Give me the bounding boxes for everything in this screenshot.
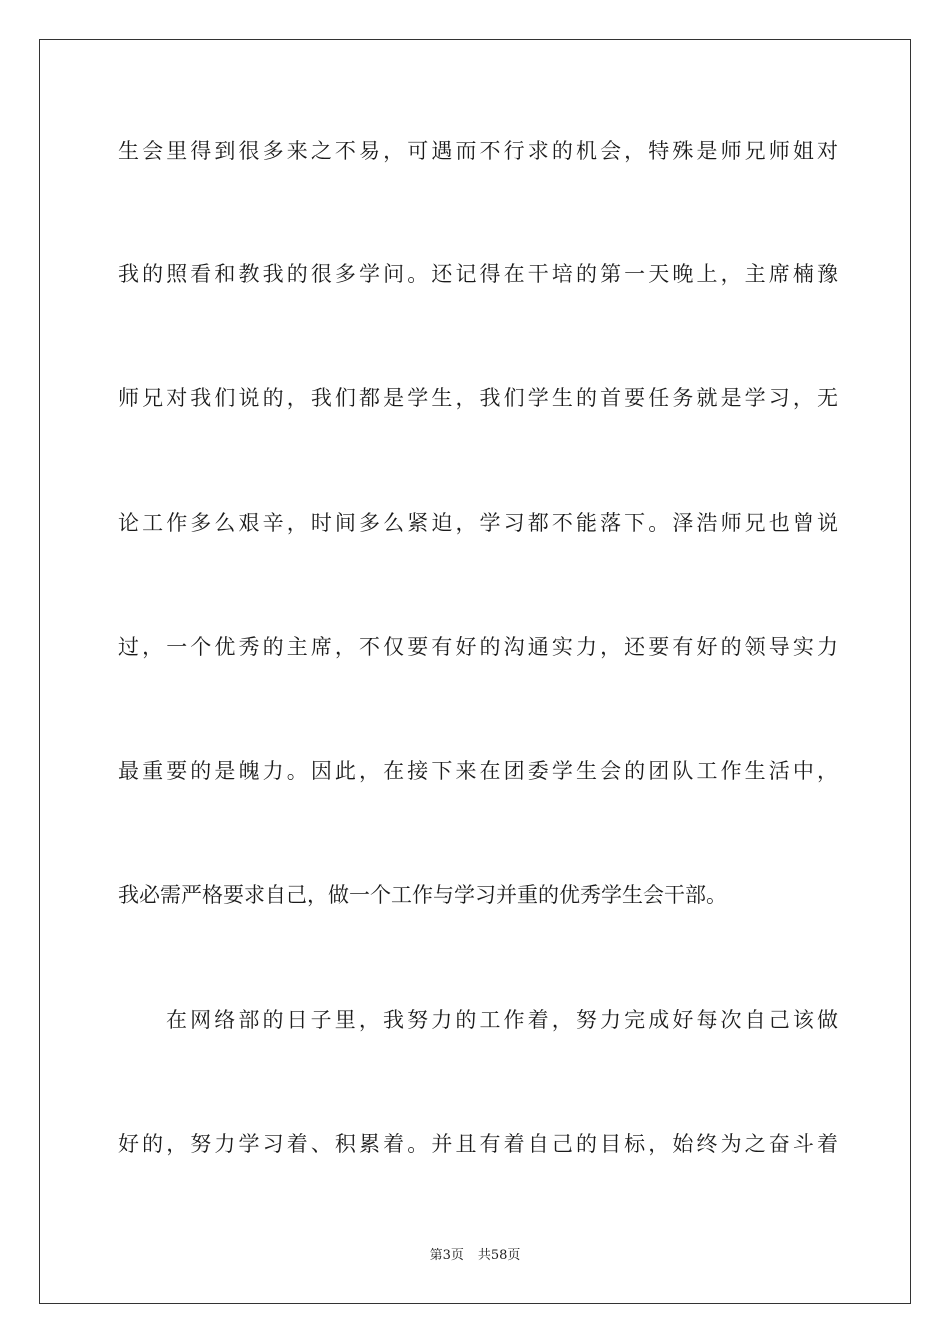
text-line-9: 好的，努力学习着、积累着。并且有着自己的目标，始终为之奋斗着: [118, 1132, 838, 1156]
page-number: 第3页: [429, 1248, 464, 1263]
text-line-6: 最重要的是魄力。因此，在接下来在团委学生会的团队工作生活中，: [118, 759, 838, 783]
text-line-4: 论工作多么艰辛，时间多么紧迫，学习都不能落下。泽浩师兄也曾说: [118, 511, 838, 535]
text-line-8: 在网络部的日子里，我努力的工作着，努力完成好每次自己该做: [166, 1008, 838, 1032]
text-line-1: 生会里得到很多来之不易，可遇而不行求的机会，特殊是师兄师姐对: [118, 139, 838, 163]
text-line-3: 师兄对我们说的，我们都是学生，我们学生的首要任务就是学习，无: [118, 386, 838, 410]
text-line-5: 过，一个优秀的主席，不仅要有好的沟通实力，还要有好的领导实力: [118, 635, 838, 659]
text-line-7: 我必需严格要求自己，做一个工作与学习并重的优秀学生会干部。: [118, 883, 727, 907]
text-line-2: 我的照看和教我的很多学问。还记得在干培的第一天晚上，主席楠豫: [118, 262, 838, 286]
page-footer: [0, 1247, 950, 1265]
total-pages: 共58页: [477, 1248, 521, 1263]
page-border: [39, 39, 911, 1304]
